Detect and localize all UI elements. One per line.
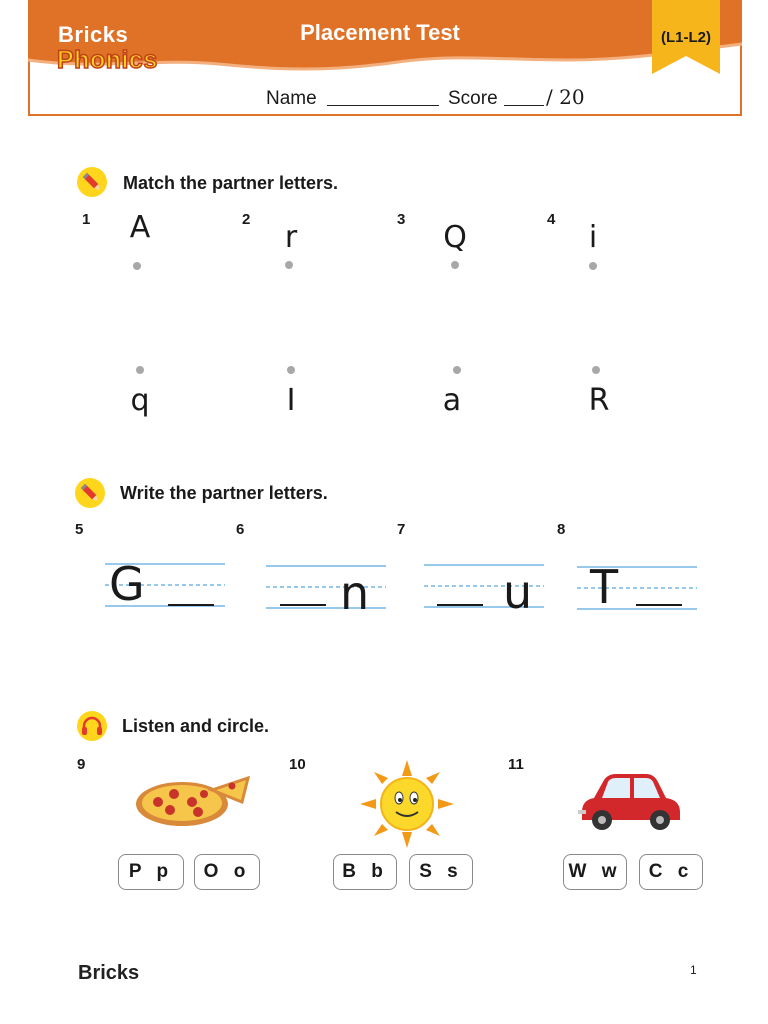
match-dot-bottom[interactable] — [287, 366, 295, 374]
page-title: Placement Test — [300, 20, 460, 45]
pencil-icon — [76, 166, 108, 198]
question-number: 9 — [77, 756, 86, 773]
question-number: 2 — [242, 211, 251, 228]
footer-logo: Bricks — [78, 962, 140, 984]
car-image — [576, 770, 684, 834]
match-top-letter: r — [284, 220, 298, 255]
question-number: 3 — [397, 211, 406, 228]
write-blank[interactable] — [636, 604, 682, 606]
write-letter: G — [109, 557, 145, 611]
score-total: / 20 — [546, 85, 585, 109]
page-number: 1 — [690, 963, 697, 977]
score-field[interactable] — [504, 105, 544, 106]
section-title-match: Match the partner letters. — [123, 173, 339, 193]
choice-button[interactable]: B b — [333, 854, 397, 890]
match-bottom-letter: q — [130, 383, 150, 418]
name-label: Name — [266, 88, 317, 109]
write-blank[interactable] — [280, 604, 326, 606]
question-number: 1 — [82, 211, 91, 228]
level-badge: (L1-L2) — [661, 29, 711, 46]
logo-phonics: Phonics — [57, 46, 158, 74]
question-number: 8 — [557, 521, 566, 538]
choice-button[interactable]: P p — [118, 854, 184, 890]
write-blank[interactable] — [168, 604, 214, 606]
match-top-letter: A — [129, 210, 151, 245]
question-number: 7 — [397, 521, 406, 538]
question-number: 6 — [236, 521, 245, 538]
logo-bricks: Bricks — [58, 22, 129, 47]
match-dot-top[interactable] — [589, 262, 597, 270]
write-letter: u — [503, 565, 533, 619]
section-title-write: Write the partner letters. — [120, 483, 328, 503]
section-title-listen: Listen and circle. — [122, 716, 270, 736]
match-dot-top[interactable] — [451, 261, 459, 269]
headphones-icon — [76, 710, 108, 742]
pencil-icon — [74, 477, 106, 509]
match-bottom-letter: I — [286, 383, 296, 418]
match-bottom-letter: R — [588, 383, 610, 418]
match-dot-bottom[interactable] — [453, 366, 461, 374]
write-letter: T — [590, 560, 619, 614]
match-top-letter: i — [588, 220, 598, 255]
match-dot-top[interactable] — [285, 261, 293, 269]
write-letter: n — [340, 566, 370, 620]
question-number: 4 — [547, 211, 556, 228]
name-field[interactable] — [327, 105, 439, 106]
write-blank[interactable] — [437, 604, 483, 606]
score-label: Score — [448, 88, 498, 109]
question-number: 11 — [508, 756, 524, 773]
choice-button[interactable]: O o — [194, 854, 260, 890]
question-number: 5 — [75, 521, 84, 538]
pizza-image — [134, 772, 250, 830]
match-dot-bottom[interactable] — [592, 366, 600, 374]
choice-button[interactable]: S s — [409, 854, 473, 890]
match-dot-bottom[interactable] — [136, 366, 144, 374]
question-number: 10 — [289, 756, 306, 773]
sun-image — [358, 760, 456, 848]
choice-button[interactable]: C c — [639, 854, 703, 890]
choice-button[interactable]: W w — [563, 854, 627, 890]
match-bottom-letter: a — [442, 383, 462, 418]
match-top-letter: Q — [443, 220, 467, 255]
match-dot-top[interactable] — [133, 262, 141, 270]
